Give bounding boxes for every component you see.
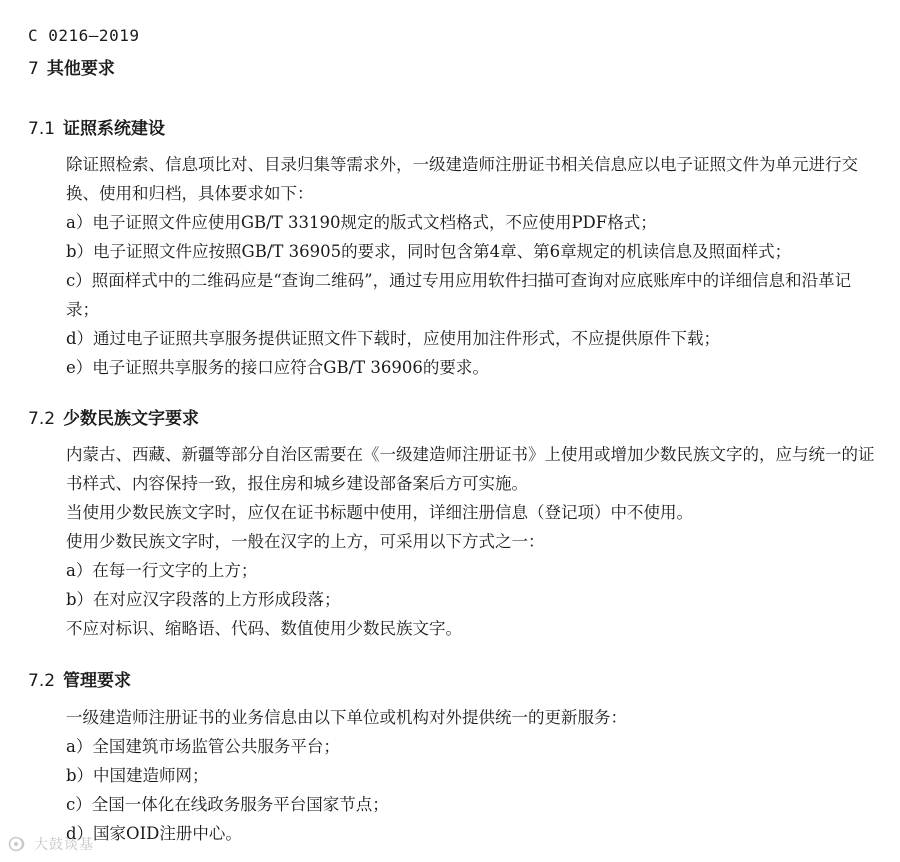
list-item: a）在每一行文字的上方；	[66, 561, 258, 580]
watermark	[8, 834, 94, 854]
list-item: b）中国建造师网；	[66, 766, 209, 785]
list-item: b）电子证照文件应按照GB/T 36905的要求，同时包含第4章、第6章规定的机读信息及照面样式；	[66, 242, 792, 261]
section-7-2-paragraph-4: 不应对标识、缩略语、代码、数值使用少数民族文字。	[66, 619, 462, 638]
list-item: c）全国一体化在线政务服务平台国家节点；	[66, 795, 389, 814]
section-7-1-number: 7.1	[28, 119, 56, 139]
watermark-text: 大鼓谈基	[34, 837, 94, 853]
section-7-number: 7	[28, 59, 39, 79]
watermark-logo-icon	[8, 835, 30, 853]
section-7-2-management-number: 7.2	[28, 671, 56, 691]
section-7-1-heading	[28, 114, 165, 139]
section-7-2-management-title: 管理要求	[63, 671, 132, 691]
list-item: d）通过电子证照共享服务提供证照文件下载时，应使用加注件形式，不应提供原件下载；	[66, 329, 721, 348]
section-7-2-management-paragraph: 一级建造师注册证书的业务信息由以下单位或机构对外提供统一的更新服务：	[66, 708, 627, 727]
section-7-heading	[28, 54, 115, 79]
list-item: a）全国建筑市场监管公共服务平台；	[66, 737, 340, 756]
section-7-2-heading	[28, 404, 199, 429]
section-7-2-management-heading	[28, 666, 131, 691]
section-7-1-title: 证照系统建设	[63, 119, 166, 139]
section-7-2-paragraph-1: 内蒙古、西藏、新疆等部分自治区需要在《一级建造师注册证书》上使用或增加少数民族文字的，应与统一的证书样式、内容保持一致，报住房和城乡建设部备案后方可实施。	[66, 445, 875, 493]
list-item: e）电子证照共享服务的接口应符合GB/T 36906的要求。	[66, 358, 489, 377]
section-7-title: 其他要求	[46, 59, 115, 79]
list-item: a）电子证照文件应使用GB/T 33190规定的版式文档格式，不应使用PDF格式；	[66, 213, 657, 232]
list-item: b）在对应汉字段落的上方形成段落；	[66, 590, 341, 609]
section-7-2-title: 少数民族文字要求	[63, 409, 200, 429]
section-7-2-number: 7.2	[28, 409, 56, 429]
list-item: d）国家OID注册中心。	[66, 824, 242, 843]
section-7-2-paragraph-3: 使用少数民族文字时，一般在汉字的上方，可采用以下方式之一：	[66, 532, 545, 551]
list-item: c）照面样式中的二维码应是“查询二维码”，通过专用应用软件扫描可查询对应底账库中的详细信息和沿革记录；	[66, 271, 852, 319]
section-7-1-intro: 除证照检索、信息项比对、目录归集等需求外，一级建造师注册证书相关信息应以电子证照文件为单元进行交换、使用和归档，具体要求如下：	[66, 155, 858, 203]
document-code: C 0216—2019	[28, 26, 140, 45]
section-7-2-paragraph-2: 当使用少数民族文字时，应仅在证书标题中使用，详细注册信息（登记项）中不使用。	[66, 503, 693, 522]
